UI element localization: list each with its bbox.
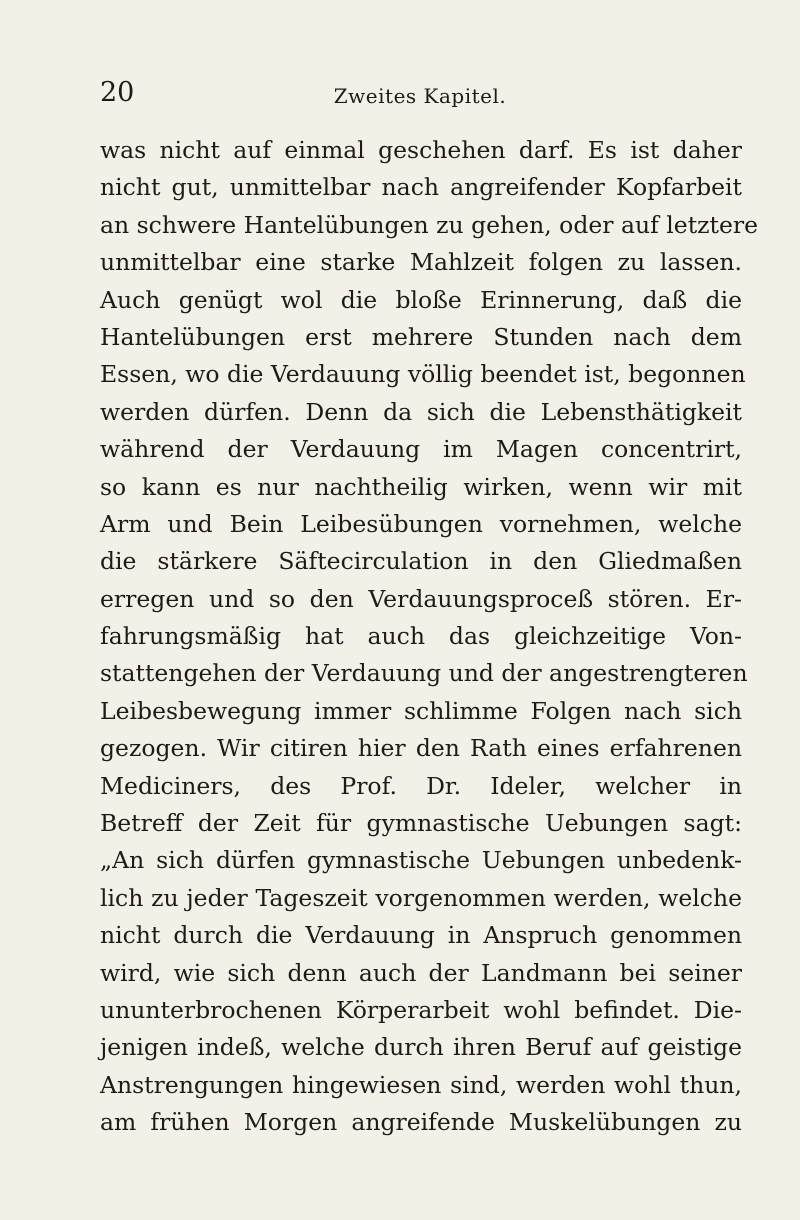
text-line: unmittelbar eine starke Mahlzeit folgen zu lassen. bbox=[100, 248, 742, 277]
text-line: die stärkere Säftecirculation in den Gliedmaßen bbox=[100, 547, 742, 576]
text-line: lich zu jeder Tageszeit vorgenommen werden, welche bbox=[100, 883, 742, 912]
text-line: „An sich dürfen gymnastische Uebungen unbedenk- bbox=[100, 846, 742, 875]
text-line: so kann es nur nachtheilig wirken, wenn wir mit bbox=[100, 472, 742, 501]
text-line: Essen, wo die Verdauung völlig beendet ist, begonnen bbox=[100, 360, 746, 389]
text-line: fahrungsmäßig hat auch das gleichzeitige Von- bbox=[100, 622, 742, 651]
text-line: Mediciners, des Prof. Dr. Ideler, welcher in bbox=[100, 771, 742, 800]
text-line: Anstrengungen hingewiesen sind, werden wohl thun, bbox=[100, 1070, 742, 1099]
text-line: Auch genügt wol die bloße Erinnerung, daß die bbox=[100, 285, 742, 314]
text-line: nicht gut, unmittelbar nach angreifender Kopfarbeit bbox=[100, 173, 742, 202]
text-line: Leibesbewegung immer schlimme Folgen nach sich bbox=[100, 696, 742, 725]
body-text bbox=[100, 132, 759, 1142]
text-line: Arm und Bein Leibesübungen vornehmen, welche bbox=[100, 509, 742, 538]
text-line: jenigen indeß, welche durch ihren Beruf auf geistige bbox=[100, 1033, 742, 1062]
text-line: was nicht auf einmal geschehen darf. Es ist daher bbox=[100, 136, 742, 164]
text-line: gezogen. Wir citiren hier den Rath eines erfahrenen bbox=[100, 734, 742, 763]
text-line: Hantelübungen erst mehrere Stunden nach dem bbox=[100, 322, 742, 351]
text-line: an schwere Hantelübungen zu gehen, oder auf letztere bbox=[100, 210, 759, 239]
text-line: Betreff der Zeit für gymnastische Uebungen sagt: bbox=[100, 809, 742, 838]
text-line: am frühen Morgen angreifende Muskelübungen zu bbox=[100, 1108, 742, 1137]
text-line: nicht durch die Verdauung in Anspruch genommen bbox=[100, 921, 742, 950]
text-line: erregen und so den Verdauungsproceß stören. Er- bbox=[100, 584, 742, 613]
text-line: stattengehen der Verdauung und der angestrengteren bbox=[100, 659, 748, 688]
text-line: ununterbrochenen Körperarbeit wohl befindet. Die- bbox=[100, 995, 742, 1024]
page-number: 20 bbox=[100, 77, 135, 108]
page-header bbox=[100, 78, 740, 114]
running-head: Zweites Kapitel. bbox=[333, 84, 507, 108]
text-line: werden dürfen. Denn da sich die Lebensthätigkeit bbox=[100, 397, 742, 426]
text-line: während der Verdauung im Magen concentrirt, bbox=[100, 435, 742, 464]
text-line: wird, wie sich denn auch der Landmann bei seiner bbox=[100, 958, 742, 987]
